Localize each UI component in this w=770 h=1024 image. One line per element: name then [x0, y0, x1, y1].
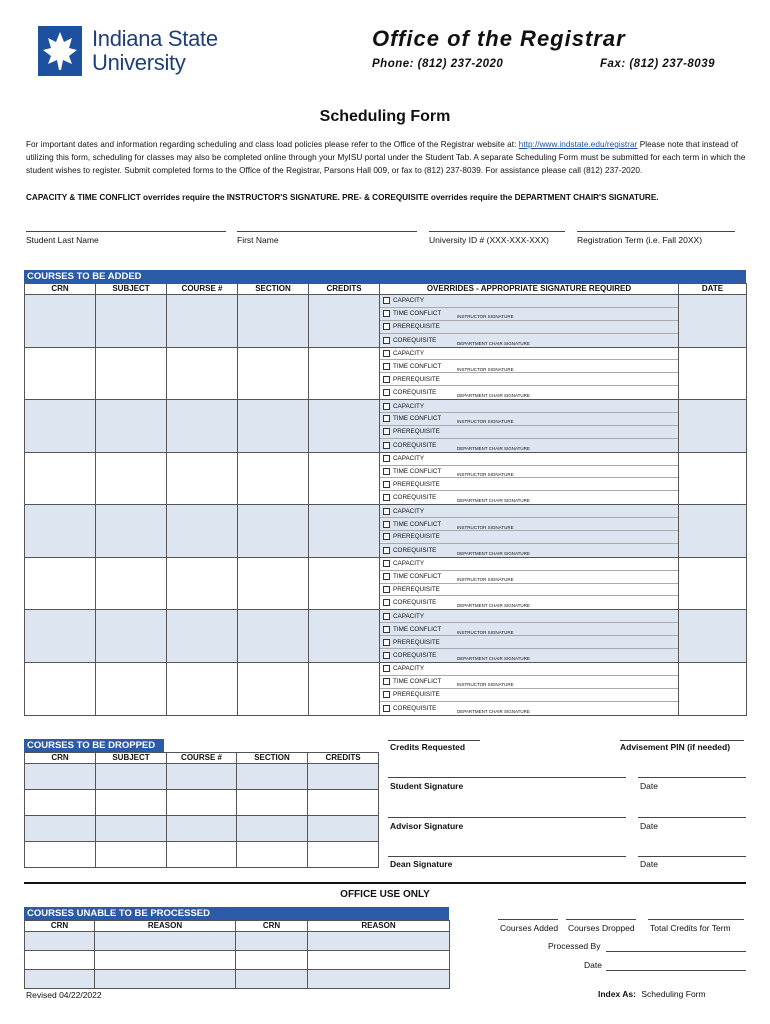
added-credits-cell[interactable] [309, 452, 380, 505]
overrides-cell [380, 452, 679, 505]
added-subject-cell[interactable] [96, 400, 167, 453]
unable-cell[interactable] [308, 932, 450, 951]
override-checkbox[interactable] [383, 652, 390, 659]
chair-signature-label[interactable]: DEPARTMENT CHAIR SIGNATURE [457, 603, 530, 609]
processed-by-line[interactable] [606, 951, 746, 952]
section-column-header: SECTION [237, 753, 308, 764]
student-signature-line[interactable] [388, 777, 626, 778]
override-checkbox[interactable] [383, 337, 390, 344]
added-subject-cell[interactable] [96, 662, 167, 715]
crn-1-column-header: CRN [25, 921, 95, 932]
reason-2-column-header: REASON [308, 921, 450, 932]
dropped-cell[interactable] [237, 790, 308, 816]
unable-cell[interactable] [25, 951, 95, 970]
override-checkbox[interactable] [383, 639, 390, 646]
unable-cell[interactable] [236, 951, 308, 970]
override-checkbox[interactable] [383, 691, 390, 698]
overrides-cell [380, 610, 679, 663]
override-checkbox[interactable] [383, 310, 390, 317]
override-checkbox[interactable] [383, 415, 390, 422]
instructor-signature-label[interactable]: INSTRUCTOR SIGNATURE [457, 629, 514, 635]
override-checkbox[interactable] [383, 521, 390, 528]
added-course-number-cell[interactable] [167, 610, 238, 663]
override-label: CAPACITY [393, 507, 425, 515]
added-subject-cell[interactable] [96, 557, 167, 610]
intro-text-1: For important dates and information regarding scheduling and class load policies please refer to the Office of the Registrar website at: [26, 140, 519, 149]
added-course-row [25, 610, 747, 663]
override-line [380, 623, 678, 636]
override-line [380, 636, 678, 649]
chair-signature-label[interactable]: DEPARTMENT CHAIR SIGNATURE [457, 445, 530, 451]
override-line [380, 663, 678, 676]
dropped-course-row [25, 842, 379, 868]
added-crn-cell[interactable] [25, 505, 96, 558]
student-last-name-field[interactable]: Student Last Name [26, 231, 226, 245]
advisor-date-line[interactable] [638, 817, 746, 818]
override-checkbox[interactable] [383, 573, 390, 580]
override-checkbox[interactable] [383, 350, 390, 357]
overrides-cell [380, 557, 679, 610]
override-label: TIME CONFLICT [393, 573, 442, 581]
office-date-label: Date [584, 960, 602, 970]
dropped-course-row [25, 790, 379, 816]
subject-column-header: SUBJECT [96, 753, 167, 764]
override-line [380, 295, 678, 308]
added-course-row [25, 505, 747, 558]
override-checkbox[interactable] [383, 323, 390, 330]
override-label: PREREQUISITE [393, 428, 440, 436]
total-credits-label: Total Credits for Term [650, 923, 731, 933]
added-subject-cell[interactable] [96, 505, 167, 558]
added-date-cell[interactable] [679, 347, 747, 400]
override-line [380, 676, 678, 689]
crn-2-column-header: CRN [236, 921, 308, 932]
unable-banner: COURSES UNABLE TO BE PROCESSED [24, 907, 449, 920]
override-line [380, 439, 678, 452]
office-title: Office of the Registrar [372, 26, 626, 51]
override-line [380, 649, 678, 662]
added-section-cell[interactable] [238, 400, 309, 453]
crn-column-header: CRN [25, 284, 96, 295]
overrides-cell [380, 400, 679, 453]
override-line [380, 386, 678, 399]
added-date-cell[interactable] [679, 452, 747, 505]
added-subject-cell[interactable] [96, 610, 167, 663]
unable-cell[interactable] [308, 951, 450, 970]
index-as-value: Scheduling Form [641, 989, 706, 999]
added-date-cell[interactable] [679, 662, 747, 715]
unable-cell[interactable] [25, 970, 95, 989]
override-line [380, 321, 678, 334]
intro-paragraph [26, 138, 746, 177]
override-label: TIME CONFLICT [393, 310, 442, 318]
override-checkbox[interactable] [383, 403, 390, 410]
dropped-cell[interactable] [25, 790, 96, 816]
added-course-row [25, 452, 747, 505]
override-note: CAPACITY & TIME CONFLICT overrides require the INSTRUCTOR'S SIGNATURE. PRE- & COREQUISITE overrides require the DEPARTMENT CHAIR'S SIGNATURE. [26, 193, 659, 202]
override-label: COREQUISITE [393, 494, 437, 502]
reason-1-column-header: REASON [95, 921, 236, 932]
courses-dropped-count-label: Courses Dropped [568, 923, 635, 933]
override-checkbox[interactable] [383, 678, 390, 685]
added-credits-cell[interactable] [309, 505, 380, 558]
added-section-cell[interactable] [238, 347, 309, 400]
dean-date-label: Date [640, 859, 658, 869]
instructor-signature-label[interactable]: INSTRUCTOR SIGNATURE [457, 366, 514, 372]
override-line [380, 308, 678, 321]
override-label: TIME CONFLICT [393, 520, 442, 528]
chair-signature-label[interactable]: DEPARTMENT CHAIR SIGNATURE [457, 550, 530, 556]
chair-signature-label[interactable]: DEPARTMENT CHAIR SIGNATURE [457, 655, 530, 661]
added-crn-cell[interactable] [25, 347, 96, 400]
override-line [380, 478, 678, 491]
dropped-course-row [25, 764, 379, 790]
total-credits-line[interactable] [648, 919, 744, 920]
crn-column-header: CRN [25, 753, 96, 764]
instructor-signature-label[interactable]: INSTRUCTOR SIGNATURE [457, 419, 514, 425]
dropped-cell[interactable] [167, 790, 237, 816]
added-crn-cell[interactable] [25, 662, 96, 715]
dropped-course-row [25, 816, 379, 842]
unable-cell[interactable] [25, 932, 95, 951]
added-course-number-cell[interactable] [167, 557, 238, 610]
dropped-cell[interactable] [25, 764, 96, 790]
advisement-pin-line [620, 740, 744, 741]
added-subject-cell[interactable] [96, 347, 167, 400]
overrides-cell [380, 662, 679, 715]
phone-number: Phone: (812) 237-2020 [372, 58, 504, 70]
unable-cell[interactable] [308, 970, 450, 989]
dropped-cell[interactable] [237, 764, 308, 790]
dropped-cell[interactable] [308, 790, 379, 816]
override-checkbox[interactable] [383, 547, 390, 554]
override-label: CAPACITY [393, 665, 425, 673]
sycamore-leaf-icon [38, 26, 82, 76]
course-number-column-header: COURSE # [167, 284, 238, 295]
added-subject-cell[interactable] [96, 452, 167, 505]
override-checkbox[interactable] [383, 560, 390, 567]
credits-requested-line [388, 740, 480, 741]
override-line [380, 702, 678, 715]
instructor-signature-label[interactable]: INSTRUCTOR SIGNATURE [457, 577, 514, 583]
added-date-cell[interactable] [679, 295, 747, 348]
processed-by-label: Processed By [548, 941, 601, 951]
advisor-date-label: Date [640, 821, 658, 831]
override-line [380, 505, 678, 518]
unable-cell[interactable] [236, 970, 308, 989]
override-checkbox[interactable] [383, 626, 390, 633]
override-checkbox[interactable] [383, 389, 390, 396]
override-checkbox[interactable] [383, 613, 390, 620]
override-label: CAPACITY [393, 560, 425, 568]
unable-cell[interactable] [95, 970, 236, 989]
added-date-cell[interactable] [679, 505, 747, 558]
override-label: CAPACITY [393, 297, 425, 305]
courses-dropped-table [24, 752, 379, 868]
dropped-cell[interactable] [308, 816, 379, 842]
added-credits-cell[interactable] [309, 557, 380, 610]
override-label: COREQUISITE [393, 546, 437, 554]
override-label: PREREQUISITE [393, 480, 440, 488]
credits-column-header: CREDITS [308, 753, 379, 764]
added-crn-cell[interactable] [25, 452, 96, 505]
added-crn-cell[interactable] [25, 557, 96, 610]
override-checkbox[interactable] [383, 297, 390, 304]
dropped-cell[interactable] [167, 764, 237, 790]
first-name-field[interactable]: First Name [237, 231, 417, 245]
fax-number: Fax: (812) 237-8039 [600, 58, 715, 70]
student-signature-label: Student Signature [390, 781, 464, 791]
dean-date-line[interactable] [638, 856, 746, 857]
revised-date: Revised 04/22/2022 [26, 990, 102, 1000]
instructor-signature-label[interactable]: INSTRUCTOR SIGNATURE [457, 472, 514, 478]
instructor-signature-label[interactable]: INSTRUCTOR SIGNATURE [457, 314, 514, 320]
override-line [380, 584, 678, 597]
override-checkbox[interactable] [383, 455, 390, 462]
dropped-cell[interactable] [96, 842, 167, 868]
added-section-cell[interactable] [238, 295, 309, 348]
added-credits-cell[interactable] [309, 400, 380, 453]
dropped-cell[interactable] [96, 764, 167, 790]
added-date-cell[interactable] [679, 610, 747, 663]
advisor-signature-label: Advisor Signature [390, 821, 464, 831]
dropped-cell[interactable] [167, 842, 237, 868]
added-course-row [25, 557, 747, 610]
override-line [380, 491, 678, 504]
override-label: PREREQUISITE [393, 638, 440, 646]
override-label: COREQUISITE [393, 599, 437, 607]
chair-signature-label[interactable]: DEPARTMENT CHAIR SIGNATURE [457, 708, 530, 714]
override-line [380, 689, 678, 702]
dropped-cell[interactable] [308, 842, 379, 868]
courses-added-table [24, 283, 747, 716]
dropped-cell[interactable] [167, 816, 237, 842]
chair-signature-label[interactable]: DEPARTMENT CHAIR SIGNATURE [457, 340, 530, 346]
override-checkbox[interactable] [383, 586, 390, 593]
index-as-label: Index As: [598, 989, 636, 999]
course-number-column-header: COURSE # [167, 753, 237, 764]
added-course-number-cell[interactable] [167, 347, 238, 400]
instructor-signature-label[interactable]: INSTRUCTOR SIGNATURE [457, 682, 514, 688]
courses-dropped-count-line[interactable] [566, 919, 636, 920]
override-line [380, 400, 678, 413]
overrides-column-header: OVERRIDES - APPROPRIATE SIGNATURE REQUIRED [380, 284, 679, 295]
dropped-cell[interactable] [237, 842, 308, 868]
added-course-number-cell[interactable] [167, 662, 238, 715]
override-label: TIME CONFLICT [393, 468, 442, 476]
override-label: PREREQUISITE [393, 533, 440, 541]
override-line [380, 453, 678, 466]
dean-signature-line[interactable] [388, 856, 626, 857]
overrides-cell [380, 505, 679, 558]
unable-cell[interactable] [95, 951, 236, 970]
override-label: CAPACITY [393, 455, 425, 463]
advisement-pin-label: Advisement PIN (if needed) [620, 742, 731, 752]
override-label: COREQUISITE [393, 336, 437, 344]
unable-cell[interactable] [95, 932, 236, 951]
added-credits-cell[interactable] [309, 347, 380, 400]
override-checkbox[interactable] [383, 481, 390, 488]
override-line [380, 518, 678, 531]
override-checkbox[interactable] [383, 376, 390, 383]
override-line [380, 466, 678, 479]
unable-row [25, 970, 450, 989]
override-checkbox[interactable] [383, 442, 390, 449]
dropped-cell[interactable] [25, 842, 96, 868]
override-line [380, 334, 678, 347]
unable-table [24, 920, 450, 989]
added-date-cell[interactable] [679, 400, 747, 453]
registrar-link[interactable]: http://www.indstate.edu/registrar [518, 140, 638, 149]
index-as [598, 989, 706, 999]
override-label: COREQUISITE [393, 704, 437, 712]
office-use-title: OFFICE USE ONLY [340, 889, 430, 900]
override-label: PREREQUISITE [393, 586, 440, 594]
override-checkbox[interactable] [383, 428, 390, 435]
added-subject-cell[interactable] [96, 295, 167, 348]
override-line [380, 610, 678, 623]
registration-term-field[interactable]: Registration Term (i.e. Fall 20XX) [577, 231, 735, 245]
override-label: TIME CONFLICT [393, 415, 442, 423]
override-checkbox[interactable] [383, 508, 390, 515]
office-use-divider [24, 882, 746, 884]
dean-signature-label: Dean Signature [390, 859, 453, 869]
unable-cell[interactable] [236, 932, 308, 951]
logo-line-2: University [92, 50, 186, 75]
university-id-field[interactable]: University ID # (XXX-XXX-XXX) [429, 231, 565, 245]
advisor-signature-line[interactable] [388, 817, 626, 818]
added-crn-cell[interactable] [25, 610, 96, 663]
override-line [380, 360, 678, 373]
isu-logo [38, 26, 258, 78]
added-section-cell[interactable] [238, 452, 309, 505]
override-label: TIME CONFLICT [393, 678, 442, 686]
override-checkbox[interactable] [383, 533, 390, 540]
override-checkbox[interactable] [383, 665, 390, 672]
override-label: TIME CONFLICT [393, 362, 442, 370]
unable-row [25, 932, 450, 951]
added-course-row [25, 662, 747, 715]
override-line [380, 426, 678, 439]
added-crn-cell[interactable] [25, 400, 96, 453]
override-label: COREQUISITE [393, 441, 437, 449]
override-line [380, 373, 678, 386]
added-course-row [25, 400, 747, 453]
student-date-line[interactable] [638, 777, 746, 778]
added-date-cell[interactable] [679, 557, 747, 610]
courses-added-count-label: Courses Added [500, 923, 559, 933]
dropped-cell[interactable] [96, 816, 167, 842]
dropped-cell[interactable] [96, 790, 167, 816]
added-section-cell[interactable] [238, 662, 309, 715]
override-line [380, 596, 678, 609]
added-crn-cell[interactable] [25, 295, 96, 348]
form-title: Scheduling Form [319, 108, 451, 125]
override-label: COREQUISITE [393, 389, 437, 397]
courses-added-banner: COURSES TO BE ADDED [24, 270, 746, 283]
subject-column-header: SUBJECT [96, 284, 167, 295]
added-credits-cell[interactable] [309, 662, 380, 715]
credits-column-header: CREDITS [309, 284, 380, 295]
override-line [380, 531, 678, 544]
dropped-cell[interactable] [308, 764, 379, 790]
added-credits-cell[interactable] [309, 295, 380, 348]
unable-row [25, 951, 450, 970]
added-course-row [25, 347, 747, 400]
instructor-signature-label[interactable]: INSTRUCTOR SIGNATURE [457, 524, 514, 530]
override-line [380, 544, 678, 557]
overrides-cell [380, 295, 679, 348]
office-date-line[interactable] [606, 970, 746, 971]
intro-text-2: Please note that instead of utilizing this form, scheduling for classes may also be completed online through your MyISU portal under the Student Tab. A separate Scheduling Form must be submitted for each term in which the student wishes to register. Submit completed forms to the Office of the Registrar, Parsons Hall 009, or fax to (812) 237-8039. For assistance please call (812) 237-2020. [26, 140, 746, 175]
courses-added-count-line[interactable] [498, 919, 558, 920]
date-column-header: DATE [679, 284, 747, 295]
added-section-cell[interactable] [238, 505, 309, 558]
override-label: CAPACITY [393, 350, 425, 357]
override-checkbox[interactable] [383, 599, 390, 606]
added-course-number-cell[interactable] [167, 505, 238, 558]
added-section-cell[interactable] [238, 557, 309, 610]
student-date-label: Date [640, 781, 658, 791]
dropped-cell[interactable] [237, 816, 308, 842]
override-line [380, 413, 678, 426]
overrides-cell [380, 347, 679, 400]
override-checkbox[interactable] [383, 468, 390, 475]
dropped-cell[interactable] [25, 816, 96, 842]
credits-requested-label: Credits Requested [390, 742, 466, 752]
chair-signature-label[interactable]: DEPARTMENT CHAIR SIGNATURE [457, 393, 530, 399]
section-column-header: SECTION [238, 284, 309, 295]
override-line [380, 348, 678, 361]
added-course-number-cell[interactable] [167, 452, 238, 505]
logo-line-1: Indiana State [92, 26, 218, 51]
override-label: PREREQUISITE [393, 323, 440, 331]
override-label: TIME CONFLICT [393, 625, 442, 633]
override-line [380, 571, 678, 584]
added-section-cell[interactable] [238, 610, 309, 663]
override-checkbox[interactable] [383, 363, 390, 370]
added-credits-cell[interactable] [309, 610, 380, 663]
courses-dropped-banner: COURSES TO BE DROPPED [24, 739, 164, 752]
added-course-number-cell[interactable] [167, 295, 238, 348]
override-label: CAPACITY [393, 612, 425, 620]
override-checkbox[interactable] [383, 705, 390, 712]
override-line [380, 558, 678, 571]
override-label: COREQUISITE [393, 651, 437, 659]
override-label: PREREQUISITE [393, 691, 440, 699]
added-course-number-cell[interactable] [167, 400, 238, 453]
added-course-row [25, 295, 747, 348]
chair-signature-label[interactable]: DEPARTMENT CHAIR SIGNATURE [457, 498, 530, 504]
override-label: PREREQUISITE [393, 375, 440, 383]
override-label: CAPACITY [393, 402, 425, 410]
override-checkbox[interactable] [383, 494, 390, 501]
